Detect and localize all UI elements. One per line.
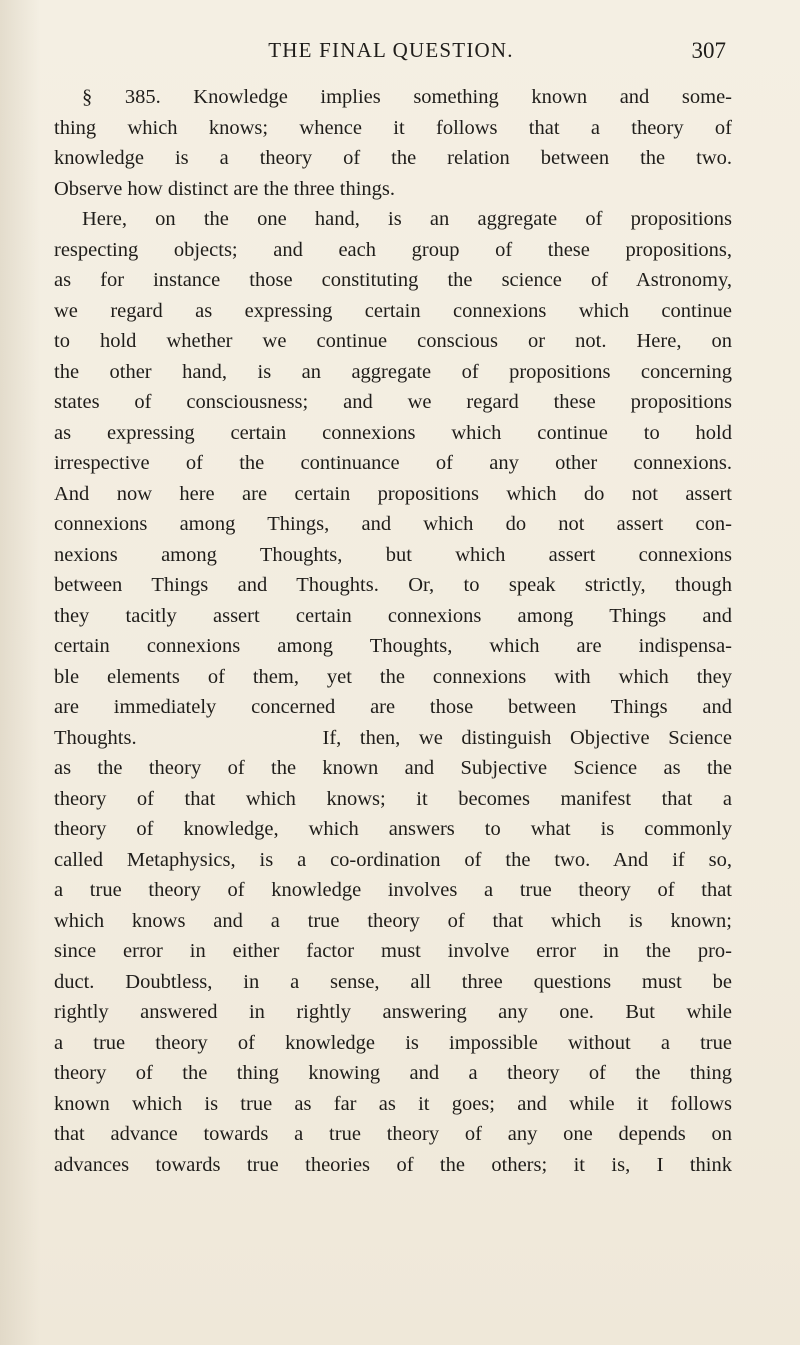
text-line: irrespective of the continuance of any other connexions.: [54, 452, 732, 474]
running-head: [56, 38, 726, 68]
text-line: they tacitly assert certain connexions among Things and: [54, 604, 732, 627]
page-number: 307: [691, 38, 726, 63]
text-line: knowledge is a theory of the relation between the two.: [54, 147, 732, 169]
text-line: And now here are certain propositions which do not assert: [54, 482, 732, 505]
text-line: states of consciousness; and we regard these propositions: [54, 391, 732, 413]
text-line: respecting objects; and each group of these propositions,: [54, 238, 732, 261]
text-line: as for instance those constituting the science of Astronomy,: [54, 269, 732, 291]
text-line: connexions among Things, and which do not assert con-: [54, 513, 732, 535]
text-line: since error in either factor must involve error in the pro-: [54, 940, 732, 962]
text-line: thing which knows; whence it follows that a theory of: [54, 116, 732, 139]
text-line: nexions among Thoughts, but which assert connexions: [54, 543, 732, 566]
text-line: a true theory of knowledge involves a true theory of that: [54, 879, 732, 901]
text-line: the other hand, is an aggregate of propositions concerning: [54, 360, 732, 383]
text-line: a true theory of knowledge is impossible without a true: [54, 1031, 732, 1054]
text-line: known which is true as far as it goes; and while it follows: [54, 1092, 732, 1115]
text-line: ble elements of them, yet the connexions with which they: [54, 665, 732, 688]
text-line: § 385. Knowledge implies something known and some-: [82, 86, 732, 108]
text-line: theory of knowledge, which answers to what is commonly: [54, 818, 732, 840]
text-line: which knows and a true theory of that which is known;: [54, 909, 732, 932]
text-line: Thoughts. If, then, we distinguish Objective Science: [54, 726, 732, 749]
body-text: [54, 82, 732, 1180]
running-title: THE FINAL QUESTION.: [268, 38, 514, 62]
text-line: as expressing certain connexions which continue to hold: [54, 421, 732, 444]
text-line: we regard as expressing certain connexions which continue: [54, 299, 732, 322]
text-line: as the theory of the known and Subjective Science as the: [54, 757, 732, 779]
text-line: that advance towards a true theory of any one depends on: [54, 1123, 732, 1145]
text-line: between Things and Thoughts. Or, to speak strictly, though: [54, 574, 732, 596]
text-line: theory of the thing knowing and a theory of the thing: [54, 1062, 732, 1084]
text-line: duct. Doubtless, in a sense, all three questions must be: [54, 970, 732, 993]
text-line: rightly answered in rightly answering any one. But while: [54, 1001, 732, 1023]
text-line: called Metaphysics, is a co-ordination of the two. And if so,: [54, 848, 732, 871]
text-line: are immediately concerned are those between Things and: [54, 696, 732, 718]
text-line: to hold whether we continue conscious or not. Here, on: [54, 330, 732, 352]
text-line: advances towards true theories of the others; it is, I think: [54, 1153, 732, 1176]
text-line: certain connexions among Thoughts, which are indispensa-: [54, 635, 732, 657]
text-line: theory of that which knows; it becomes manifest that a: [54, 787, 732, 810]
text-line: Observe how distinct are the three things.: [54, 177, 396, 200]
text-line: Here, on the one hand, is an aggregate of propositions: [82, 208, 732, 230]
